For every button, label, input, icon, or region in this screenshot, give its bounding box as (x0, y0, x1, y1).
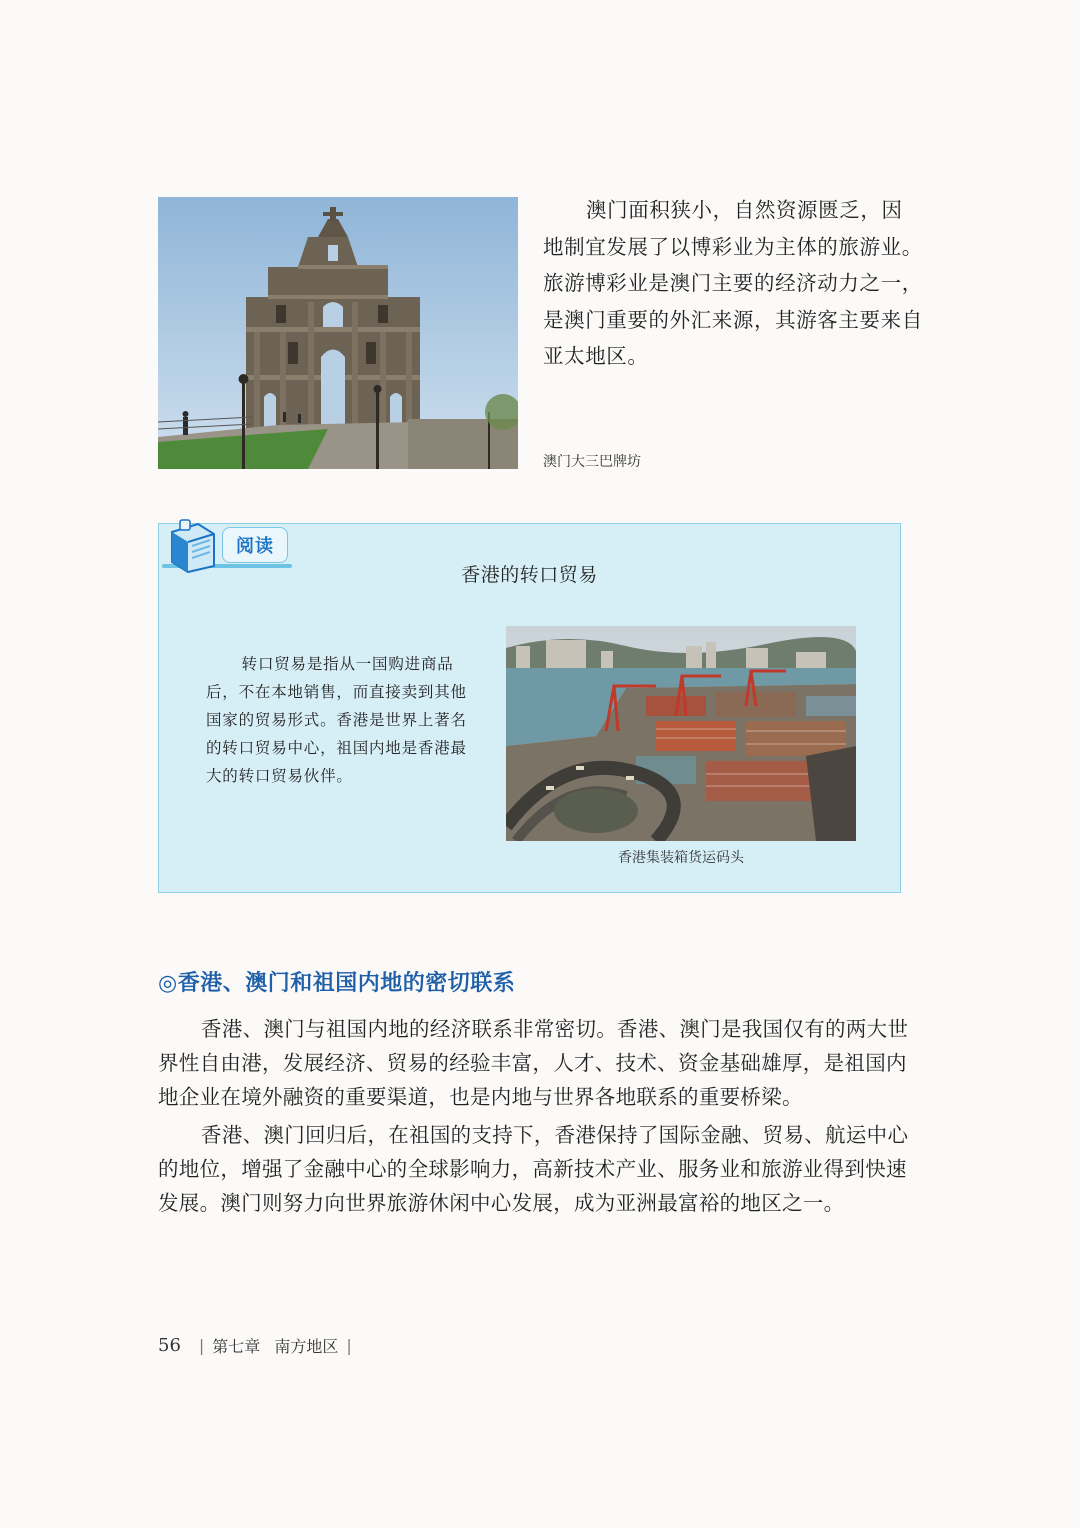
hong-kong-container-port-photo (506, 626, 856, 841)
port-photo-caption: 香港集装箱货运码头 (618, 850, 744, 866)
body-paragraph-2: 香港、澳门回归后，在祖国的支持下，香港保持了国际金融、贸易、航运中心的地位，增强了金融中心的全球影响力，高新技术产业、服务业和旅游业得到快速发展。澳门则努力向世界旅游休闲中心发展，成为亚洲最富裕的地区之一。 (158, 1123, 909, 1215)
macau-photo-caption: 澳门大三巴牌坊 (543, 454, 641, 470)
footer-chapter: 第七章 (212, 1337, 261, 1356)
section-heading: ◎香港、澳门和祖国内地的密切联系 (158, 971, 516, 996)
reading-tab (222, 527, 288, 563)
footer-separator: | (346, 1336, 352, 1355)
page-footer (158, 1334, 360, 1357)
reading-tab-label: 阅读 (236, 536, 274, 557)
footer-section: 南方地区 (274, 1337, 339, 1356)
footer-separator: | (198, 1336, 205, 1355)
reading-title: 香港的转口贸易 (461, 564, 598, 586)
reading-paragraph: 转口贸易是指从一国购进商品后，不在本地销售，而直接卖到其他国家的贸易形式。香港是世界上著名的转口贸易中心，祖国内地是香港最大的转口贸易伙伴。 (206, 655, 467, 785)
body-paragraph-1: 香港、澳门与祖国内地的经济联系非常密切。香港、澳门是我国仅有的两大世界性自由港，发展经济、贸易的经验丰富，人才、技术、资金基础雄厚，是祖国内地企业在境外融资的重要渠道，也是内地与世界各地联系的重要桥梁。 (158, 1017, 909, 1109)
ruins-of-st-pauls-photo (158, 197, 518, 469)
page-number: 56 (158, 1335, 181, 1356)
macau-paragraph: 澳门面积狭小，自然资源匮乏，因地制宜发展了以博彩业为主体的旅游业。旅游博彩业是澳门主要的经济动力之一，是澳门重要的外汇来源，其游客主要来自亚太地区。 (543, 198, 923, 368)
